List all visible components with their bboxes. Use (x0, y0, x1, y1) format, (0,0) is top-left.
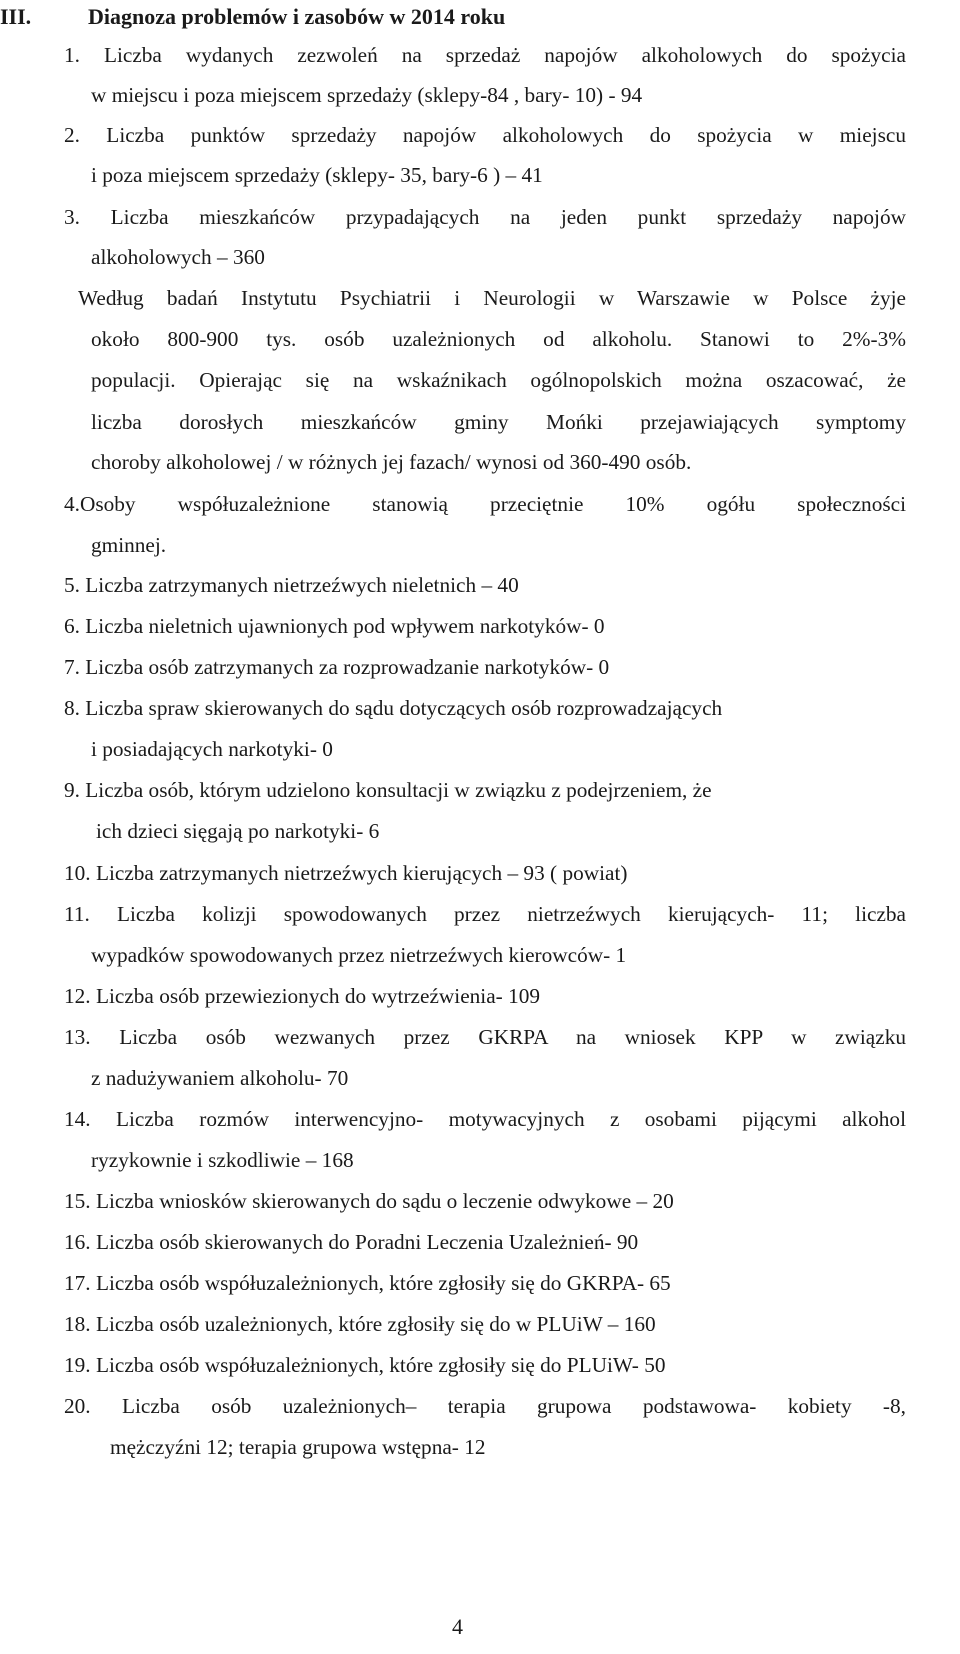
text-line: 4.Osoby współuzależnione stanowią przeciętnie 10% ogółu społeczności (64, 492, 906, 516)
page-number: 4 (452, 1614, 463, 1639)
text-line: 2. Liczba punktów sprzedaży napojów alkoholowych do spożycia w miejscu (64, 123, 906, 147)
text-line: 9. Liczba osób, którym udzielono konsultacji w związku z podejrzeniem, że (64, 778, 712, 802)
text-line: i posiadających narkotyki- 0 (91, 737, 333, 761)
text-line: 1. Liczba wydanych zezwoleń na sprzedaż napojów alkoholowych do spożycia (64, 43, 906, 67)
text-line: 10. Liczba zatrzymanych nietrzeźwych kierujących – 93 ( powiat) (64, 861, 628, 885)
text-line: 6. Liczba nieletnich ujawnionych pod wpływem narkotyków- 0 (64, 614, 605, 638)
text-line: 14. Liczba rozmów interwencyjno- motywacyjnych z osobami pijącymi alkohol (64, 1107, 906, 1131)
text-line: z nadużywaniem alkoholu- 70 (91, 1066, 349, 1090)
text-line: populacji. Opierając się na wskaźnikach ogólnopolskich można oszacować, że (91, 368, 906, 392)
text-line: i poza miejscem sprzedaży (sklepy- 35, bary-6 ) – 41 (91, 163, 543, 187)
text-line: 15. Liczba wniosków skierowanych do sądu o leczenie odwykowe – 20 (64, 1189, 674, 1213)
text-line: 5. Liczba zatrzymanych nietrzeźwych nieletnich – 40 (64, 573, 519, 597)
text-line: ich dzieci sięgają po narkotyki- 6 (96, 819, 380, 843)
text-line: 11. Liczba kolizji spowodowanych przez nietrzeźwych kierujących- 11; liczba (64, 902, 906, 926)
text-line: 18. Liczba osób uzależnionych, które zgłosiły się do w PLUiW – 160 (64, 1312, 656, 1336)
text-line: 8. Liczba spraw skierowanych do sądu dotyczących osób rozprowadzających (64, 696, 723, 720)
text-line: gminnej. (91, 533, 167, 557)
text-line: 13. Liczba osób wezwanych przez GKRPA na wniosek KPP w związku (64, 1025, 906, 1049)
text-line: 20. Liczba osób uzależnionych– terapia grupowa podstawowa- kobiety -8, (64, 1394, 906, 1418)
text-line: wypadków spowodowanych przez nietrzeźwych kierowców- 1 (91, 943, 627, 967)
text-line: 17. Liczba osób współuzależnionych, które zgłosiły się do GKRPA- 65 (64, 1271, 671, 1295)
section-title: Diagnoza problemów i zasobów w 2014 roku (88, 4, 506, 29)
text-line: około 800-900 tys. osób uzależnionych od alkoholu. Stanowi to 2%-3% (91, 327, 906, 351)
text-line: alkoholowych – 360 (91, 245, 265, 269)
section-number: III. (0, 4, 32, 29)
text-line: 19. Liczba osób współuzależnionych, które zgłosiły się do PLUiW- 50 (64, 1353, 666, 1377)
text-line: choroby alkoholowej / w różnych jej fazach/ wynosi od 360-490 osób. (91, 450, 692, 474)
text-line: 3. Liczba mieszkańców przypadających na jeden punkt sprzedaży napojów (64, 205, 906, 229)
text-line: w miejscu i poza miejscem sprzedaży (sklepy-84 , bary- 10) - 94 (91, 83, 643, 107)
text-line: 16. Liczba osób skierowanych do Poradni Leczenia Uzależnień- 90 (64, 1230, 639, 1254)
text-line: 7. Liczba osób zatrzymanych za rozprowadzanie narkotyków- 0 (64, 655, 610, 679)
text-line: ryzykownie i szkodliwie – 168 (91, 1148, 354, 1172)
text-line: mężczyźni 12; terapia grupowa wstępna- 12 (110, 1435, 486, 1459)
text-line: 12. Liczba osób przewiezionych do wytrzeźwienia- 109 (64, 984, 541, 1008)
text-line: Według badań Instytutu Psychiatrii i Neurologii w Warszawie w Polsce żyje (78, 286, 906, 310)
text-line: liczba dorosłych mieszkańców gminy Mońki przejawiających symptomy (91, 410, 906, 434)
